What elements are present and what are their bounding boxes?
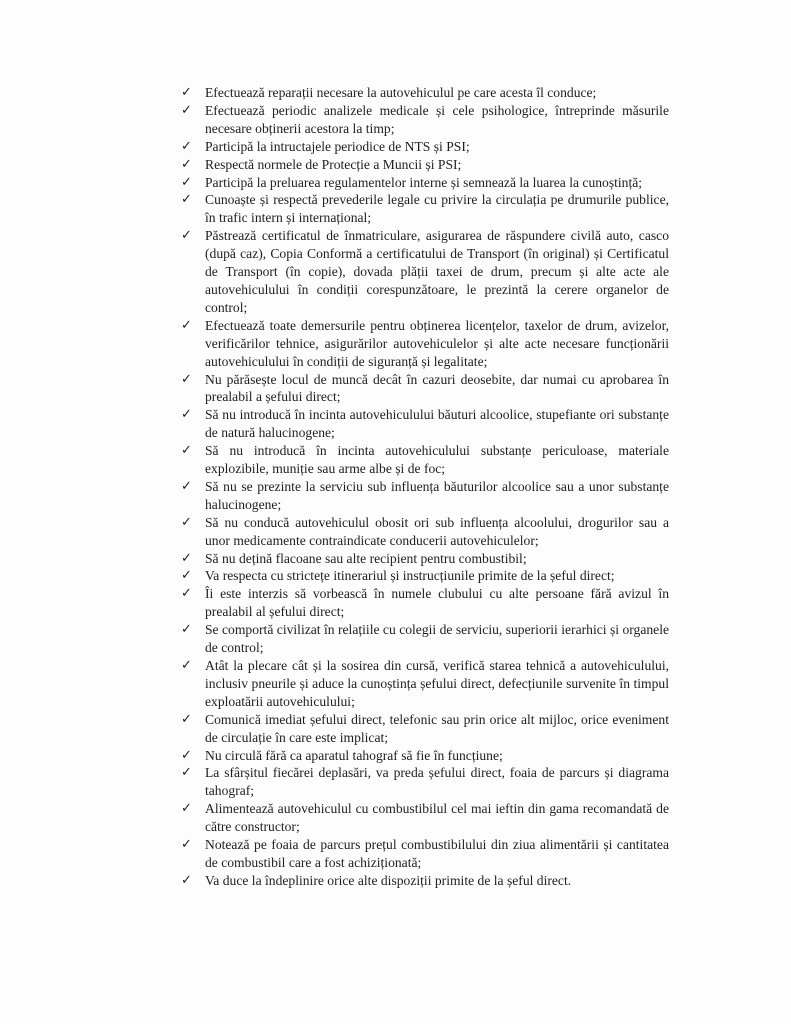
checkmark-icon: ✓ — [181, 174, 192, 190]
list-item — [181, 191, 669, 227]
list-item-text: Va duce la îndeplinire orice alte dispoziții primite de la șeful direct. — [205, 872, 572, 888]
checkmark-icon: ✓ — [181, 872, 192, 888]
list-item-text: Efectuează reparații necesare la autovehiculul pe care acesta îl conduce; — [205, 85, 597, 100]
checkmark-icon: ✓ — [181, 550, 192, 566]
list-item-text: Atât la plecare cât și la sosirea din cursă, verifică starea tehnică a autovehiculului, inclusiv pneurile și aduce la cunoștința șefului direct, defecțiunile survenite în timpul exploatării autovehiculului; — [205, 658, 669, 709]
list-item-text: Îi este interzis să vorbească în numele clubului cu alte persoane fără avizul în prealabil al șefului direct; — [205, 586, 669, 620]
list-item-text: Să nu conducă autovehiculul obosit ori sub influența alcoolului, drogurilor sau a unor medicamente contraindicate conducerii autovehiculelor; — [205, 514, 669, 548]
list-item — [181, 102, 669, 138]
checkmark-icon: ✓ — [181, 192, 192, 208]
checkmark-icon: ✓ — [181, 407, 192, 423]
list-item-text: Cunoaște și respectă prevederile legale cu privire la circulația pe drumurile publice, în trafic intern și internațional; — [205, 192, 669, 226]
checkmark-icon: ✓ — [181, 85, 192, 100]
list-item — [181, 514, 669, 550]
checkmark-icon: ✓ — [181, 801, 192, 817]
list-item-text: Efectuează toate demersurile pentru obținerea licențelor, taxelor de drum, avizelor, verificărilor tehnice, asigurărilor autovehiculelor și alte acte necesare funcționării autovehiculului în condiții de siguranță și legalitate; — [205, 317, 669, 369]
list-item — [181, 585, 669, 621]
list-item-text: Respectă normele de Protecție a Muncii și PSI; — [205, 156, 462, 172]
list-item-text: Nu circulă fără ca aparatul tahograf să fie în funcțiune; — [205, 747, 503, 763]
list-item — [181, 800, 669, 836]
list-item-text: Participă la intructajele periodice de NTS și PSI; — [205, 138, 470, 154]
checkmark-icon: ✓ — [181, 568, 192, 584]
list-item — [181, 747, 669, 765]
checkmark-icon: ✓ — [181, 156, 192, 172]
checkmark-icon: ✓ — [181, 837, 192, 853]
list-item-text: Se comportă civilizat în relațiile cu colegii de serviciu, superiorii ierarhici și organele de control; — [205, 622, 669, 656]
list-item — [181, 657, 669, 711]
checkmark-icon: ✓ — [181, 622, 192, 638]
checkmark-icon: ✓ — [181, 514, 192, 530]
list-item-text: Să nu dețină flacoane sau alte recipient pentru combustibil; — [205, 550, 527, 566]
list-item — [181, 550, 669, 568]
checkmark-icon: ✓ — [181, 228, 192, 244]
list-item-text: Să nu introducă în incinta autovehiculului băuturi alcoolice, stupefiante ori substanțe de natură halucinogene; — [205, 407, 669, 441]
list-item — [181, 138, 669, 156]
list-item-text: Comunică imediat șefului direct, telefonic sau prin orice alt mijloc, orice eveniment de circulație în care este implicat; — [205, 711, 669, 745]
checkmark-icon: ✓ — [181, 747, 192, 763]
list-item — [181, 84, 669, 102]
list-item-text: Participă la preluarea regulamentelor interne și semnează la luarea la cunoștință; — [205, 174, 643, 190]
list-item — [181, 317, 669, 371]
list-item — [181, 406, 669, 442]
duties-checklist — [181, 84, 669, 890]
list-item-text: Efectuează periodic analizele medicale și cele psihologice, întreprinde măsurile necesare obținerii acestora la timp; — [205, 102, 669, 136]
checkmark-icon: ✓ — [181, 371, 192, 387]
list-item — [181, 872, 669, 890]
list-item — [181, 174, 669, 192]
checkmark-icon: ✓ — [181, 478, 192, 494]
list-item-text: Va respecta cu strictețe itinerariul și instrucțiunile primite de la șeful direct; — [205, 568, 615, 584]
list-item — [181, 156, 669, 174]
checkmark-icon: ✓ — [181, 765, 192, 781]
list-item-text: Notează pe foaia de parcurs prețul combustibilului din ziua alimentării și cantitatea de combustibil care a fost achiziționată; — [205, 837, 669, 870]
list-item — [181, 567, 669, 585]
checkmark-icon: ✓ — [181, 138, 192, 154]
list-item — [181, 711, 669, 747]
list-item — [181, 621, 669, 657]
list-item-text: Alimentează autovehiculul cu combustibilul cel mai ieftin din gama recomandată de către constructor; — [205, 801, 669, 835]
checkmark-icon: ✓ — [181, 443, 192, 459]
list-item — [181, 442, 669, 478]
list-item — [181, 478, 669, 514]
list-item-text: Păstrează certificatul de înmatriculare, asigurarea de răspundere civilă auto, casco (după caz), Copia Conformă a certificatului de Transport (în original) și Certificatul de Transport (în copie), dovada plății taxei de drum, precum și alte acte ale autovehiculului în condiții corespunzătoare, le prezintă la cerere organelor de control; — [205, 228, 669, 315]
checkmark-icon: ✓ — [181, 658, 192, 673]
list-item — [181, 836, 669, 872]
checkmark-icon: ✓ — [181, 317, 192, 333]
list-item-text: Să nu se prezinte la serviciu sub influența băuturilor alcoolice sau a unor substanțe halucinogene; — [205, 478, 669, 512]
list-item — [181, 371, 669, 407]
list-item-text: La sfârșitul fiecărei deplasări, va preda șefului direct, foaia de parcurs și diagrama tahograf; — [205, 765, 669, 799]
checkmark-icon: ✓ — [181, 586, 192, 602]
list-item — [181, 227, 669, 317]
checkmark-icon: ✓ — [181, 102, 192, 118]
list-item — [181, 764, 669, 800]
checkmark-icon: ✓ — [181, 711, 192, 727]
list-item-text: Nu părăsește locul de muncă decât în cazuri deosebite, dar numai cu aprobarea în prealabil a șefului direct; — [205, 371, 669, 405]
list-item-text: Să nu introducă în incinta autovehiculului substanțe periculoase, materiale explozibile, muniție sau arme albe și de foc; — [205, 443, 669, 477]
